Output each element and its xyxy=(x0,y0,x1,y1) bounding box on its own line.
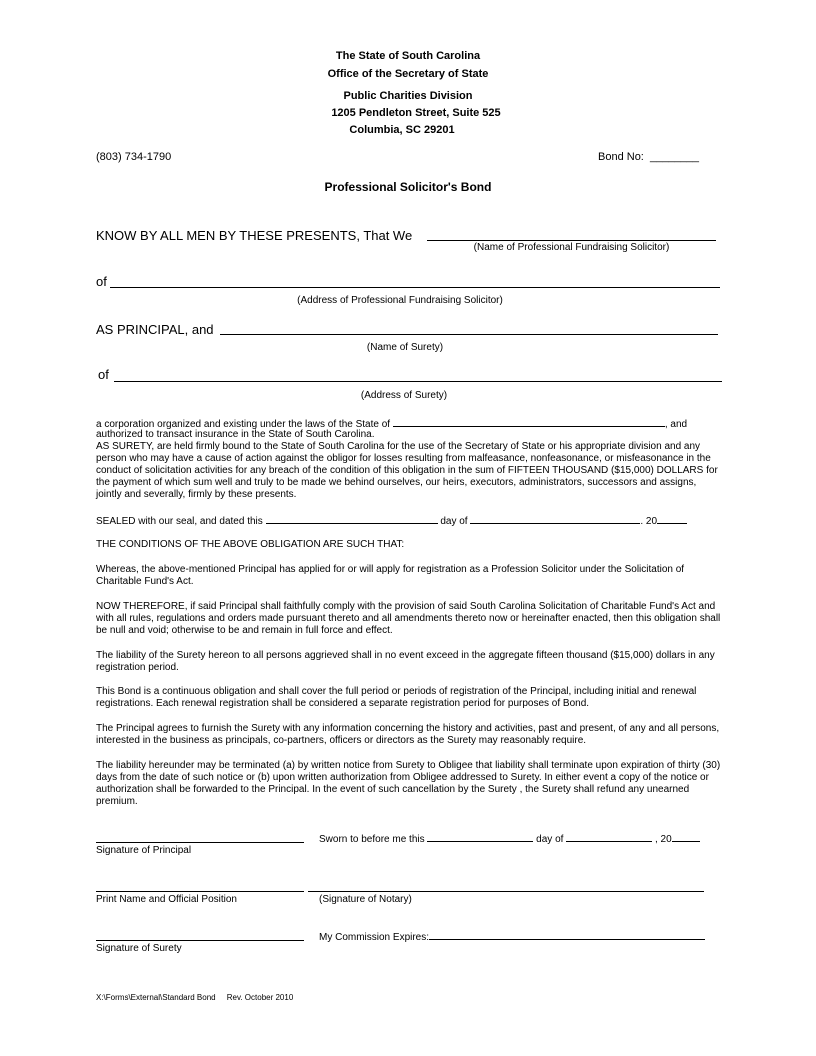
paragraph-termination: The liability hereunder may be terminated (a) by written notice from Surety to Obligee that liability shall terminate upon expiration of thirty (30) days from the date of such notice or (b) upon written authorization from Obligee addressed to Surety. In either event a copy of the notice or authorization shall be forwarded to the Principal. In the event of such cancellation by the Surety , the Surety shall refund any unearned premium. xyxy=(96,760,721,807)
surety-address-line[interactable] xyxy=(114,381,722,382)
corp-text-3: authorized to transact insurance in the State of South Carolina. xyxy=(96,429,375,440)
header-city: Columbia, SC 29201 xyxy=(349,124,455,136)
solicitor-address-line[interactable] xyxy=(110,287,720,288)
print-name-line[interactable] xyxy=(96,891,304,892)
header-office: Office of the Secretary of State xyxy=(327,68,489,80)
of-label-1: of xyxy=(96,274,107,289)
commission-blank[interactable] xyxy=(429,930,705,940)
surety-signature-label: Signature of Surety xyxy=(96,943,182,954)
header-state: The State of South Carolina xyxy=(335,50,481,62)
principal-signature-label: Signature of Principal xyxy=(96,845,192,856)
corp-text-2: , and xyxy=(664,419,688,430)
notary-signature-line[interactable] xyxy=(308,891,704,892)
caption-surety-address: (Address of Surety) xyxy=(360,390,448,401)
bond-no-blank[interactable]: ________ xyxy=(650,151,699,163)
of-label-2: of xyxy=(98,367,109,382)
principal-label: AS PRINCIPAL, and xyxy=(96,322,214,337)
sworn-date-blank[interactable] xyxy=(427,832,533,842)
sealed-text-2: day of xyxy=(440,516,468,527)
print-name-label: Print Name and Official Position xyxy=(96,894,237,905)
notary-signature-label: (Signature of Notary) xyxy=(319,894,412,905)
sealed-year-blank[interactable] xyxy=(657,514,687,524)
sealed-text-3: . 20 xyxy=(640,516,658,527)
sworn-text-2: day of xyxy=(536,834,564,845)
paragraph-continuous: This Bond is a continuous obligation and shall cover the full period or periods of registration of the Principal, including initial and renewal registrations. Each renewal registration shall be considered a separate registration period for purposes of Bond. xyxy=(96,686,697,709)
conditions-heading: THE CONDITIONS OF THE ABOVE OBLIGATION ARE SUCH THAT: xyxy=(96,539,405,550)
state-blank[interactable] xyxy=(393,417,665,427)
footer-path: X:\Forms\External\Standard Bond Rev. October 2010 xyxy=(96,993,294,1002)
surety-signature-line[interactable] xyxy=(96,940,304,941)
paragraph-furnish: The Principal agrees to furnish the Surety with any information concerning the history and activities, past and present, of any and all persons, interested in the business as principals, co-partners, officers or directors as the Surety may reasonably require. xyxy=(96,723,720,746)
caption-solicitor-name: (Name of Professional Fundraising Solicitor) xyxy=(473,242,670,253)
know-label: KNOW BY ALL MEN BY THESE PRESENTS, That We xyxy=(96,228,413,243)
paragraph-now-therefore: NOW THEREFORE, if said Principal shall faithfully comply with the provision of said South Carolina Solicitation of Charitable Fund's Act and with all rules, regulations and orders made pursuant thereto and all amendments thereto now or hereinafter enacted, then this obligation shall be null and void; otherwise to be and remain in full force and effect. xyxy=(96,601,721,636)
header-division: Public Charities Division xyxy=(343,90,473,102)
sealed-date-blank[interactable] xyxy=(266,514,438,524)
principal-signature-line[interactable] xyxy=(96,842,304,843)
paragraph-whereas: Whereas, the above-mentioned Principal has applied for or will apply for registration as a Profession Solicitor under the Solicitation of Charitable Fund's Act. xyxy=(96,564,685,587)
sworn-text-3: , 20 xyxy=(654,834,672,845)
bond-number xyxy=(598,151,699,163)
paragraph-liability: The liability of the Surety hereon to all persons aggrieved shall in no event exceed in the aggregate fifteen thousand ($15,000) dollars in any registration period. xyxy=(96,650,715,673)
solicitor-name-line[interactable] xyxy=(427,240,716,241)
commission-line xyxy=(319,930,719,944)
sworn-line xyxy=(319,832,719,846)
sealed-text-1: SEALED with our seal, and dated this xyxy=(96,516,263,527)
caption-solicitor-address: (Address of Professional Fundraising Solicitor) xyxy=(297,295,503,306)
sworn-text-1: Sworn to before me this xyxy=(319,834,425,845)
bond-no-label: Bond No: xyxy=(598,151,644,163)
sealed-month-blank[interactable] xyxy=(470,514,640,524)
caption-surety-name: (Name of Surety) xyxy=(366,342,444,353)
sealed-line xyxy=(96,514,721,528)
surety-name-line[interactable] xyxy=(220,334,718,335)
commission-label: My Commission Expires: xyxy=(319,932,430,943)
phone-number: (803) 734-1790 xyxy=(96,151,172,163)
sworn-month-blank[interactable] xyxy=(566,832,652,842)
header-street: 1205 Pendleton Street, Suite 525 xyxy=(331,107,501,119)
corp-text-1: a corporation organized and existing under the laws of the State of xyxy=(96,419,391,430)
surety-paragraph: AS SURETY, are held firmly bound to the State of South Carolina for the use of the Secretary of State or his appropriate division and any person who may have a cause of action against the obligor for losses resulting from malfeasance, nonfeasonance, or misfeasonance in the conduct of solicitation activities for any breach of the condition of this obligation in the sum of FIFTEEN THOUSAND ($15,000) DOLLARS for the payment of which sum well and truly to be made we behind ourselves, our heirs, executors, administrators, successors and assigns, jointly and severally, firmly by these presents. xyxy=(96,441,718,500)
form-title: Professional Solicitor's Bond xyxy=(324,180,492,194)
sworn-year-blank[interactable] xyxy=(672,832,700,842)
